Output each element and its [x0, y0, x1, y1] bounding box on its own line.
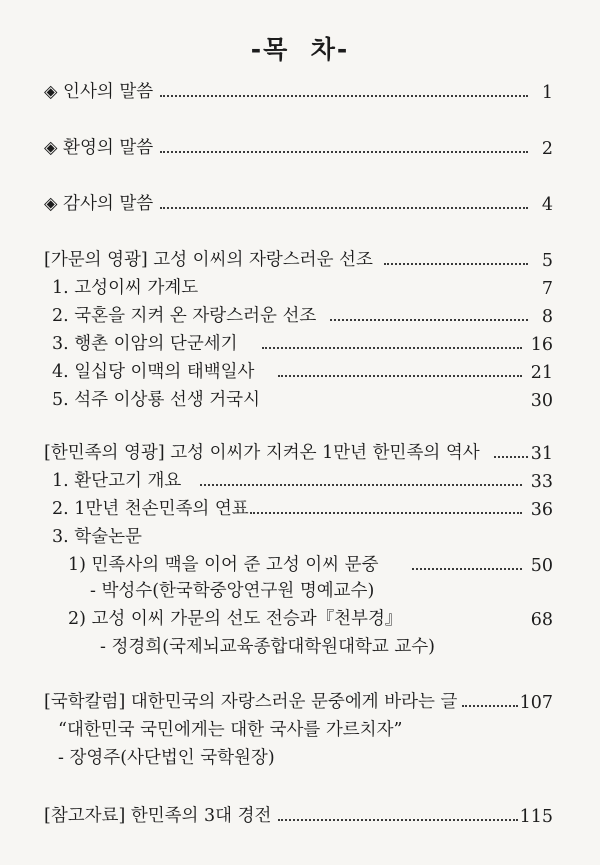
toc-item-label: 4. 일십당 이맥의 태백일사	[52, 362, 255, 382]
section-heading: [참고자료] 한민족의 3대 경전	[44, 806, 272, 826]
section-heading: [국학칼럼] 대한민국의 자랑스러운 문중에게 바라는 글	[44, 692, 458, 712]
toc-entry-label	[44, 190, 153, 215]
toc-item	[0, 387, 600, 413]
toc-section-column	[0, 689, 600, 715]
dot-leader	[160, 95, 528, 97]
dot-leader	[250, 512, 522, 514]
column-quote: “대한민국 국민에게는 대한 국사를 가르치자”	[58, 720, 403, 740]
dot-leader	[278, 375, 522, 377]
toc-item-label: 5. 석주 이상룡 선생 거국시	[52, 390, 260, 410]
toc-paper-label: 1) 민족사의 맥을 이어 준 고성 이씨 문중	[68, 555, 379, 575]
toc-entry-page: 21	[530, 363, 553, 383]
toc-paper	[0, 552, 600, 578]
toc-entry-text: 감사의 말씀	[63, 194, 154, 214]
toc-entry-page: 50	[530, 556, 553, 576]
dot-leader	[278, 819, 518, 821]
dot-leader	[412, 568, 522, 570]
toc-title: -목 차-	[250, 35, 350, 64]
column-author: - 장영주(사단법인 국학원장)	[58, 748, 275, 768]
toc-section-nation-glory	[0, 440, 600, 466]
toc-item-label: 1. 환단고기 개요	[52, 471, 182, 491]
toc-entry-page: 36	[530, 500, 553, 520]
toc-entry-page: 4	[541, 195, 553, 215]
toc-entry-thanks	[0, 191, 600, 217]
toc-entry-page: 7	[541, 279, 553, 299]
toc-item-label: 2. 국혼을 지켜 온 자랑스러운 선조	[52, 306, 317, 326]
toc-paper	[0, 606, 600, 632]
toc-item-label: 3. 행촌 이암의 단군세기	[52, 334, 238, 354]
toc-entry-page: 16	[530, 335, 553, 355]
toc-item	[0, 303, 600, 329]
toc-entry-page: 8	[541, 307, 553, 327]
diamond-icon: ◈	[44, 82, 58, 102]
toc-paper-label: 2) 고성 이씨 가문의 선도 전승과『천부경』	[68, 609, 403, 629]
dot-leader	[330, 319, 528, 321]
toc-entry-page: 31	[530, 444, 553, 464]
dot-leader	[262, 347, 522, 349]
dot-leader	[384, 263, 528, 265]
toc-item-label: 3. 학술논문	[52, 527, 142, 547]
diamond-icon: ◈	[44, 138, 58, 158]
toc-item	[0, 275, 600, 301]
toc-item	[0, 496, 600, 522]
toc-entry-page: 5	[541, 251, 553, 271]
section-heading: [가문의 영광] 고성 이씨의 자랑스러운 선조	[44, 250, 373, 270]
section-heading: [한민족의 영광] 고성 이씨가 지켜온 1만년 한민족의 역사	[44, 443, 480, 463]
toc-entry-page: 2	[541, 139, 553, 159]
toc-entry-page: 30	[530, 391, 553, 411]
toc-entry-label	[44, 78, 153, 103]
toc-entry-text: 인사의 말씀	[63, 82, 154, 102]
toc-entry-page: 107	[519, 693, 553, 713]
toc-item	[0, 359, 600, 385]
toc-item	[0, 468, 600, 494]
toc-paper-author: - 박성수(한국학중앙연구원 명예교수)	[90, 581, 375, 601]
toc-item-label: 1. 고성이씨 가계도	[52, 278, 199, 298]
toc-paper-author: - 정경희(국제뇌교육종합대학원대학교 교수)	[100, 637, 435, 657]
toc-entry-page: 1	[541, 83, 553, 103]
dot-leader	[160, 151, 528, 153]
toc-section-family-glory	[0, 247, 600, 273]
toc-entry-page: 33	[530, 472, 553, 492]
dot-leader	[160, 207, 528, 209]
toc-entry-welcome	[0, 135, 600, 161]
toc-entry-page: 68	[530, 610, 553, 630]
diamond-icon: ◈	[44, 194, 58, 214]
toc-entry-page: 115	[519, 807, 553, 827]
toc-entry-label	[44, 134, 153, 159]
toc-item	[0, 524, 600, 550]
dot-leader	[200, 484, 522, 486]
toc-item-label: 2. 1만년 천손민족의 연표	[52, 499, 249, 519]
dot-leader	[462, 705, 518, 707]
toc-section-references	[0, 803, 600, 829]
toc-entry-text: 환영의 말씀	[63, 138, 154, 158]
dot-leader	[494, 456, 528, 458]
toc-entry-greeting	[0, 79, 600, 105]
toc-item	[0, 331, 600, 357]
